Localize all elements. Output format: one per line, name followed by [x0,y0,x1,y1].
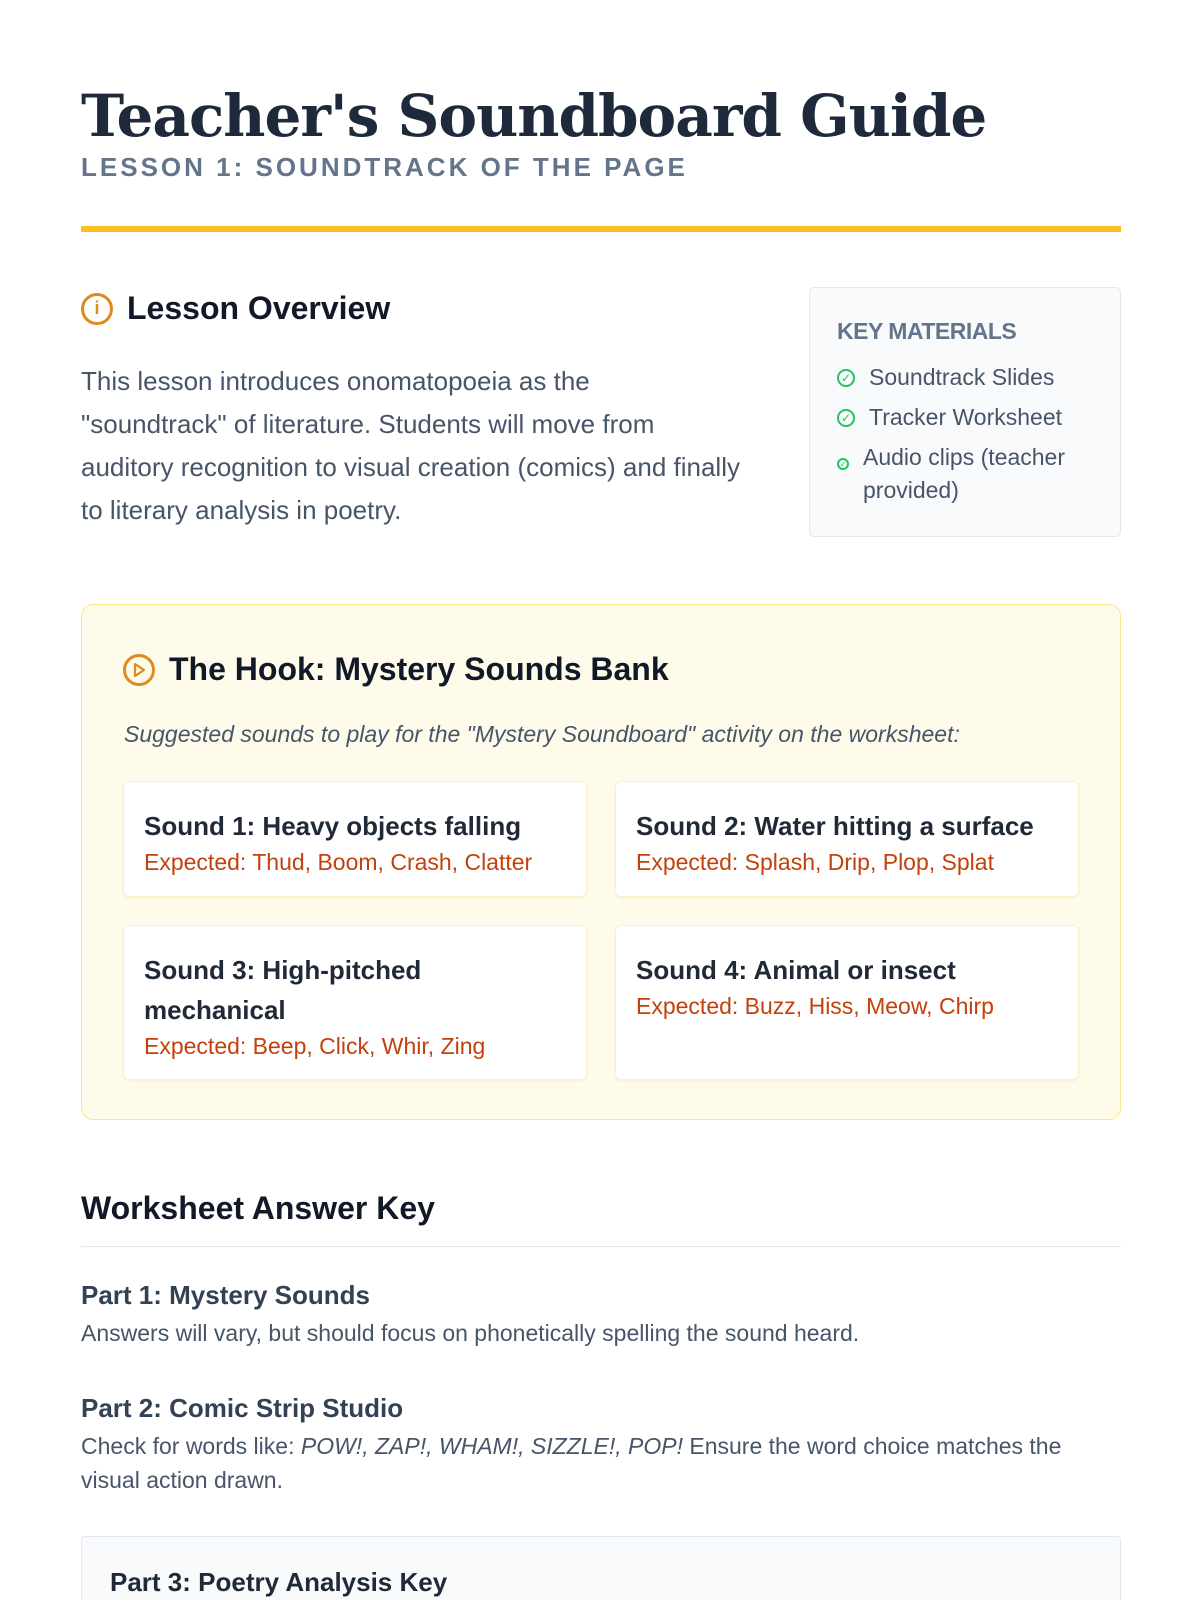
hook-heading [123,651,669,688]
check-circle-icon: ✓ [837,409,855,427]
check-circle-icon: ✓ [837,369,855,387]
info-icon: i [81,293,113,325]
material-item [837,361,1093,394]
material-label: Tracker Worksheet [869,404,1062,430]
part1-text: Answers will vary, but should focus on phonetically spelling the sound heard. [81,1320,860,1346]
play-circle-icon [123,654,155,686]
answer-key-divider [81,1246,1121,1247]
answer-key-heading: Worksheet Answer Key [81,1190,435,1226]
part2-title: Part 2: Comic Strip Studio [81,1393,404,1423]
lesson-subtitle: LESSON 1: SOUNDTRACK OF THE PAGE [81,152,688,182]
part3-title: Part 3: Poetry Analysis Key [110,1567,448,1597]
hook-note: Suggested sounds to play for the "Mystery Soundboard" activity on the worksheet: [124,721,960,747]
overview-heading [81,290,390,327]
sound-card [123,781,587,897]
overview-text: This lesson introduces onomatopoeia as the "soundtrack" of literature. Students will move from auditory recognition to visual creation (comics) and finally to literary analysis in poetry. [81,366,740,525]
material-label: Audio clips (teacher provided) [863,444,1065,503]
sound-expected: Expected: Beep, Click, Whir, Zing [144,1033,486,1059]
part2-examples: POW!, ZAP!, WHAM!, SIZZLE!, POP! [300,1433,683,1459]
sound-title: Sound 3: High-pitched mechanical [144,955,422,1025]
part1-title: Part 1: Mystery Sounds [81,1280,370,1310]
check-circle-icon: ✓ [837,458,849,470]
sound-title: Sound 1: Heavy objects falling [144,811,522,841]
title-divider [81,226,1121,232]
materials-title: KEY MATERIALS [837,318,1017,344]
sound-card [123,925,587,1080]
sound-card [615,781,1079,897]
part2-suffix: Ensure the word choice matches the visual action drawn. [81,1433,1062,1493]
overview-heading-label: Lesson Overview [127,290,391,326]
poetry-key-box [81,1536,1121,1600]
material-item [837,441,1093,507]
hook-heading-label: The Hook: Mystery Sounds Bank [169,651,669,687]
sound-expected: Expected: Thud, Boom, Crash, Clatter [144,849,533,875]
sound-title: Sound 2: Water hitting a surface [636,811,1034,841]
sound-card [615,925,1079,1080]
key-materials-box [809,287,1121,537]
page-title: Teacher's Soundboard Guide [81,82,987,150]
sound-expected: Expected: Splash, Drip, Plop, Splat [636,849,994,875]
material-item [837,401,1093,434]
hook-panel [81,604,1121,1120]
sound-expected: Expected: Buzz, Hiss, Meow, Chirp [636,993,994,1019]
material-label: Soundtrack Slides [869,364,1055,390]
sound-title: Sound 4: Animal or insect [636,955,956,985]
part2-text [81,1429,1121,1497]
part2-prefix: Check for words like: [81,1433,301,1459]
